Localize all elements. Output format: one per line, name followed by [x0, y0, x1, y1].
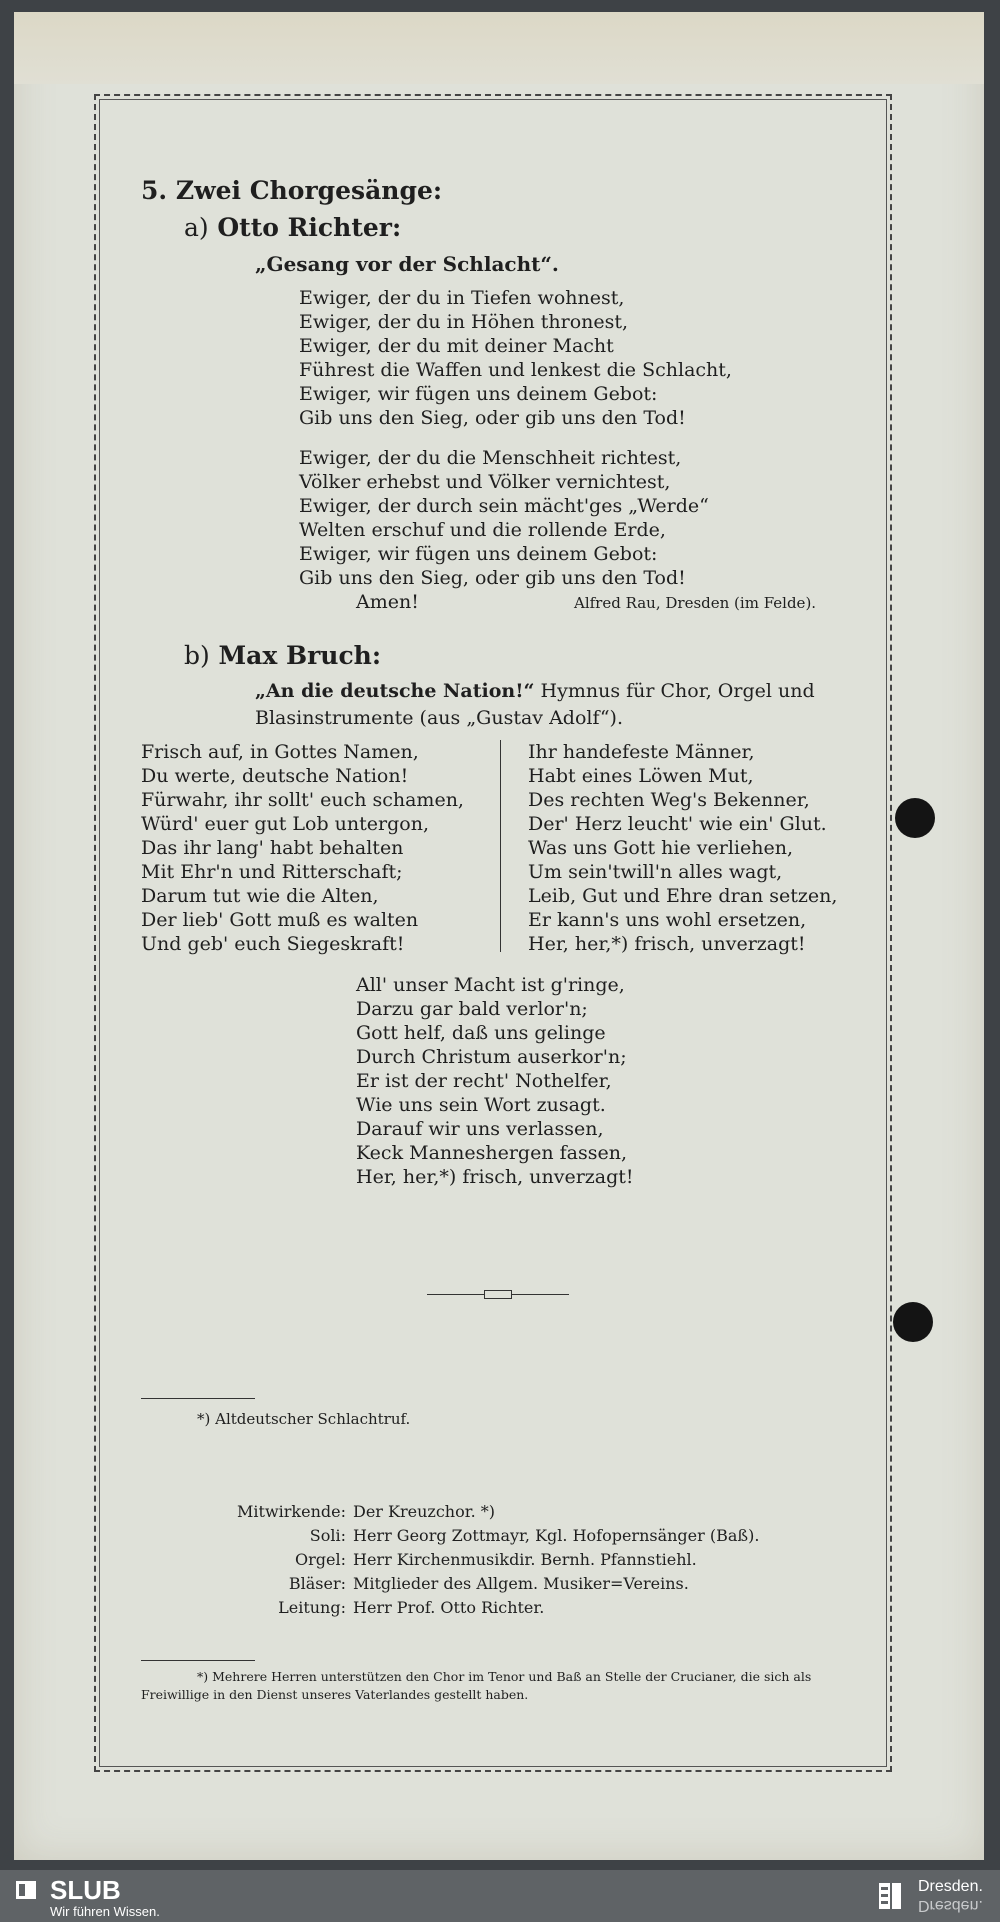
verse-line: Ewiger, der du die Menschheit richtest,	[299, 447, 682, 469]
slub-tagline: Wir führen Wissen.	[50, 1904, 160, 1919]
verse-line: Würd' euer gut Lob untergon,	[141, 813, 429, 835]
part-a-song-title: „Gesang vor der Schlacht“.	[255, 252, 559, 276]
verse-line: Habt eines Löwen Mut,	[528, 765, 754, 787]
page-top-strip	[14, 12, 984, 84]
section-heading	[141, 176, 442, 205]
verse-line: Darum tut wie die Alten,	[141, 885, 379, 907]
slub-logo-icon[interactable]	[14, 1878, 38, 1902]
credit-label: Bläser:	[288, 1574, 346, 1593]
part-a-heading	[184, 213, 401, 242]
section-title: Zwei Chorgesänge:	[175, 176, 443, 205]
footnote-1-rule	[141, 1398, 255, 1399]
footnote-2-line-1: *) Mehrere Herren unterstützen den Chor im Tenor und Baß an Stelle der Crucianer, die sich als	[197, 1669, 812, 1684]
dresden-label[interactable]: Dresden.	[918, 1878, 983, 1895]
credit-label: Soli:	[309, 1526, 346, 1545]
verse-line: Das ihr lang' habt behalten	[141, 837, 404, 859]
part-b-subtitle-rest: Hymnus für Chor, Orgel und	[540, 680, 815, 702]
part-a-amen: Amen!	[356, 591, 419, 613]
verse-line: Was uns Gott hie verliehen,	[528, 837, 793, 859]
column-divider	[500, 740, 501, 952]
verse-line: Du werte, deutsche Nation!	[141, 765, 409, 787]
footnote-2-line-2: Freiwillige in den Dienst unseres Vaterlandes gestellt haben.	[141, 1687, 529, 1702]
verse-line: Keck Manneshergen fassen,	[356, 1142, 628, 1164]
part-b-subtitle-line-2: Blasinstrumente (aus „Gustav Adolf“).	[255, 707, 624, 729]
verse-line: Fürwahr, ihr sollt' euch schamen,	[141, 789, 464, 811]
verse-line: Er kann's uns wohl ersetzen,	[528, 909, 807, 931]
verse-line: Her, her,*) frisch, unverzagt!	[528, 933, 806, 955]
verse-line: Er ist der recht' Nothelfer,	[356, 1070, 612, 1092]
verse-line: Der lieb' Gott muß es walten	[141, 909, 419, 931]
part-b-subtitle-bold: „An die deutsche Nation!“	[255, 680, 535, 702]
punch-hole-lower	[893, 1302, 933, 1342]
credit-value: Herr Georg Zottmayr, Kgl. Hofopernsänger (Baß).	[353, 1526, 760, 1545]
punch-hole-upper	[895, 798, 935, 838]
verse-line: Ewiger, der du mit deiner Macht	[299, 335, 614, 357]
credit-value: Herr Kirchenmusikdir. Bernh. Pfannstiehl.	[353, 1550, 697, 1569]
ornament-divider-box	[484, 1290, 512, 1299]
verse-line: Frisch auf, in Gottes Namen,	[141, 741, 419, 763]
verse-line: Des rechten Weg's Bekenner,	[528, 789, 810, 811]
credit-label: Leitung:	[278, 1598, 346, 1617]
credit-value: Herr Prof. Otto Richter.	[353, 1598, 545, 1617]
section-number: 5.	[141, 176, 168, 205]
verse-line: Mit Ehr'n und Ritterschaft;	[141, 861, 403, 883]
dresden-crest-icon[interactable]	[878, 1882, 902, 1910]
credit-label: Orgel:	[295, 1550, 346, 1569]
verse-line: Ewiger, der du in Tiefen wohnest,	[299, 287, 625, 309]
verse-line: Durch Christum auserkor'n;	[356, 1046, 627, 1068]
verse-line: Darzu gar bald verlor'n;	[356, 998, 588, 1020]
part-a-composer: Otto Richter:	[217, 213, 402, 242]
part-b-subtitle-line-1	[255, 680, 815, 702]
credit-label: Mitwirkende:	[237, 1502, 346, 1521]
verse-line: Ewiger, der du in Höhen thronest,	[299, 311, 629, 333]
part-a-author: Alfred Rau, Dresden (im Felde).	[574, 594, 817, 612]
footnote-2-rule	[141, 1660, 255, 1661]
credit-value: Mitglieder des Allgem. Musiker=Vereins.	[353, 1574, 689, 1593]
slub-brand[interactable]: SLUB	[50, 1875, 121, 1905]
verse-line: Her, her,*) frisch, unverzagt!	[356, 1166, 634, 1188]
verse-line: Wie uns sein Wort zusagt.	[356, 1094, 606, 1116]
verse-line: Ewiger, wir fügen uns deinem Gebot:	[299, 383, 658, 405]
verse-line: Welten erschuf und die rollende Erde,	[299, 519, 666, 541]
verse-line: Völker erhebst und Völker vernichtest,	[299, 471, 671, 493]
verse-line: Leib, Gut und Ehre dran setzen,	[528, 885, 838, 907]
verse-line: Um sein'twill'n alles wagt,	[528, 861, 783, 883]
credit-value: Der Kreuzchor. *)	[353, 1502, 496, 1521]
part-b-composer: Max Bruch:	[218, 641, 382, 670]
part-b-heading	[184, 641, 381, 670]
verse-line: Gib uns den Sieg, oder gib uns den Tod!	[299, 567, 686, 589]
verse-line: Und geb' euch Siegeskraft!	[141, 933, 405, 955]
verse-line: All' unser Macht ist g'ringe,	[356, 974, 625, 996]
part-a-letter: a)	[184, 213, 209, 242]
dresden-label-reflection: Dresden.	[918, 1897, 983, 1914]
verse-line: Der' Herz leucht' wie ein' Glut.	[528, 813, 827, 835]
verse-line: Gott helf, daß uns gelinge	[356, 1022, 606, 1044]
verse-line: Darauf wir uns verlassen,	[356, 1118, 604, 1140]
verse-line: Ewiger, der durch sein mächt'ges „Werde“	[299, 495, 709, 517]
verse-line: Ihr handefeste Männer,	[528, 741, 755, 763]
verse-line: Führest die Waffen und lenkest die Schlacht,	[299, 359, 732, 381]
footer-bar	[0, 1870, 1000, 1922]
verse-line: Ewiger, wir fügen uns deinem Gebot:	[299, 543, 658, 565]
part-b-letter: b)	[184, 641, 210, 670]
footnote-1: *) Altdeutscher Schlachtruf.	[197, 1410, 411, 1428]
verse-line: Gib uns den Sieg, oder gib uns den Tod!	[299, 407, 686, 429]
